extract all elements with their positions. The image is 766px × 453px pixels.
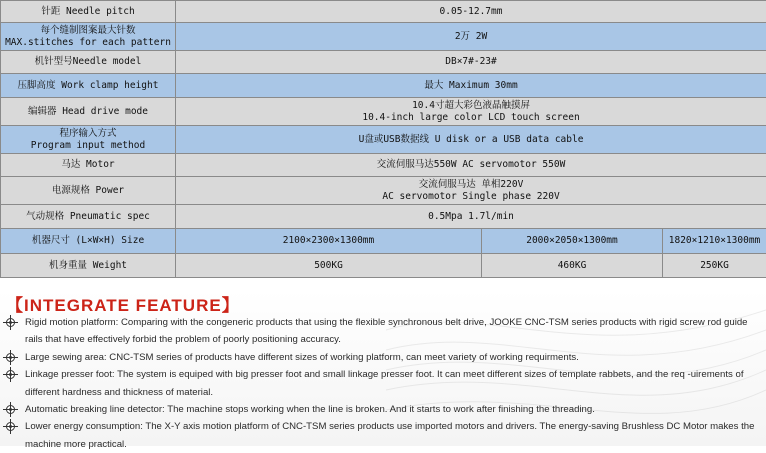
head-drive-value-cn: 10.4寸超大彩色液晶触摸屏 [178, 100, 764, 112]
power-value-cn: 交流伺服马达 单相220V [178, 179, 764, 191]
row-pneumatic [1, 205, 766, 229]
crosshair-bullet-icon [6, 353, 15, 362]
clamp-height-value: 最大 Maximum 30mm [176, 74, 766, 98]
weight-value-1: 500KG [176, 254, 482, 278]
feature-item-sewing-area [0, 349, 766, 366]
weight-value-2: 460KG [482, 254, 663, 278]
row-clamp-height [1, 74, 766, 98]
row-needle-pitch [1, 1, 766, 23]
head-drive-value-en: 10.4-inch large color LCD touch screen [178, 112, 764, 124]
feature-item-text: Lower energy consumption: The X-Y axis motion platform of CNC-TSM series products use imported motors and drivers. The energy-saving Brushless DC Motor makes the machine more practical. [25, 421, 754, 449]
power-label: 电源规格 Power [1, 177, 176, 205]
feature-section [0, 290, 766, 446]
size-value-3: 1820×1210×1300mm [663, 229, 766, 254]
weight-label: 机身重量 Weight [1, 254, 176, 278]
row-motor [1, 154, 766, 177]
feature-list [0, 314, 766, 453]
needle-pitch-label: 针距 Needle pitch [1, 1, 176, 23]
power-value-en: AC servomotor Single phase 220V [178, 191, 764, 203]
feature-item-line-detector [0, 401, 766, 418]
program-input-label-en: Program input method [3, 140, 173, 152]
feature-item-text: Rigid motion platform: Comparing with the congeneric products that using the flexible synchronous belt drive, JOOKE CNC-TSM series products with rigid screw rod guide rails that have effectively forbid the problem of poorly positioning accuracy. [25, 317, 748, 345]
crosshair-bullet-icon [6, 370, 15, 379]
head-drive-value [176, 98, 766, 126]
row-head-drive [1, 98, 766, 126]
program-input-label [1, 126, 176, 154]
power-value [176, 177, 766, 205]
motor-label: 马达 Motor [1, 154, 176, 177]
crosshair-bullet-icon [6, 405, 15, 414]
pneumatic-value: 0.5Mpa 1.7l/min [176, 205, 766, 229]
program-input-value: U盘或USB数据线 U disk or a USB data cable [176, 126, 766, 154]
feature-item-presser-foot [0, 366, 766, 401]
clamp-height-label: 压脚高度 Work clamp height [1, 74, 176, 98]
row-needle-model [1, 51, 766, 74]
program-input-label-cn: 程序输入方式 [3, 128, 173, 140]
row-power [1, 177, 766, 205]
max-stitches-label-en: MAX.stitches for each pattern [3, 37, 173, 49]
max-stitches-label-cn: 每个缝制图案最大针数 [3, 25, 173, 37]
needle-pitch-value: 0.05-12.7mm [176, 1, 766, 23]
weight-value-3: 250KG [663, 254, 766, 278]
feature-item-text: Linkage presser foot: The system is equiped with big presser foot and small linkage presser foot. It can meet different sizes of template rabbets, and the req -uirements of different hardness and thickness of material. [25, 369, 744, 397]
feature-item-text: Large sewing area: CNC-TSM series of products have different sizes of working platform, can meet variety of working requirments. [25, 352, 579, 363]
pneumatic-label: 气动规格 Pneumatic spec [1, 205, 176, 229]
max-stitches-label [1, 23, 176, 51]
feature-item-text: Automatic breaking line detector: The machine stops working when the line is broken. And it starts to work after finishing the threading. [25, 404, 595, 415]
needle-model-label: 机针型号Needle model [1, 51, 176, 74]
feature-title: 【INTEGRATE FEATURE】 [6, 291, 240, 316]
size-value-1: 2100×2300×1300mm [176, 229, 482, 254]
row-weight [1, 254, 766, 278]
row-program-input [1, 126, 766, 154]
head-drive-label: 编辑器 Head drive mode [1, 98, 176, 126]
needle-model-value: DB×7#-23# [176, 51, 766, 74]
row-size [1, 229, 766, 254]
motor-value: 交流伺服马达550W AC servomotor 550W [176, 154, 766, 177]
crosshair-bullet-icon [6, 422, 15, 431]
size-value-2: 2000×2050×1300mm [482, 229, 663, 254]
row-max-stitches [1, 23, 766, 51]
size-label: 机器尺寸 (L×W×H) Size [1, 229, 176, 254]
crosshair-bullet-icon [6, 318, 15, 327]
feature-item-energy [0, 418, 766, 453]
max-stitches-value: 2万 2W [176, 23, 766, 51]
feature-item-rigid-platform [0, 314, 766, 349]
